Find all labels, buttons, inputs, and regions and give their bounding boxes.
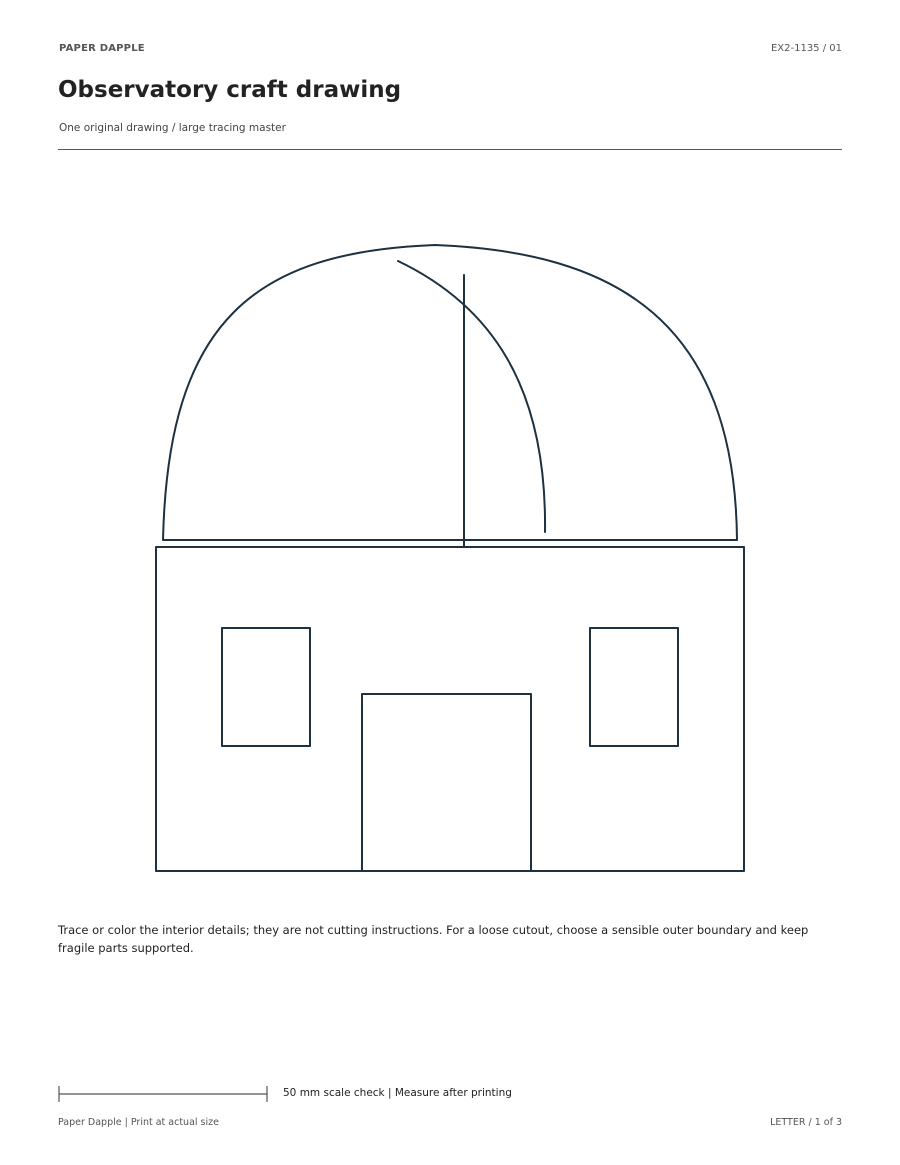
dome-outline <box>163 245 737 540</box>
left-window <box>222 628 310 746</box>
scale-bar <box>58 1085 270 1105</box>
page-subtitle: One original drawing / large tracing master <box>59 122 286 134</box>
door <box>362 694 531 871</box>
instructions-note: Trace or color the interior details; they are not cutting instructions. For a loose cutout, choose a sensible outer boundary and keep fragile parts supported. <box>58 923 809 955</box>
brand-name: PAPER DAPPLE <box>59 43 145 54</box>
right-window <box>590 628 678 746</box>
building-body <box>156 547 744 871</box>
dome-slit-curve <box>398 261 545 532</box>
footer-left: Paper Dapple | Print at actual size <box>58 1117 219 1128</box>
footer-right: LETTER / 1 of 3 <box>770 1117 842 1128</box>
scale-label: 50 mm scale check | Measure after printing <box>283 1087 512 1099</box>
page-title: Observatory craft drawing <box>58 77 402 103</box>
document-id: EX2-1135 / 01 <box>770 43 842 54</box>
